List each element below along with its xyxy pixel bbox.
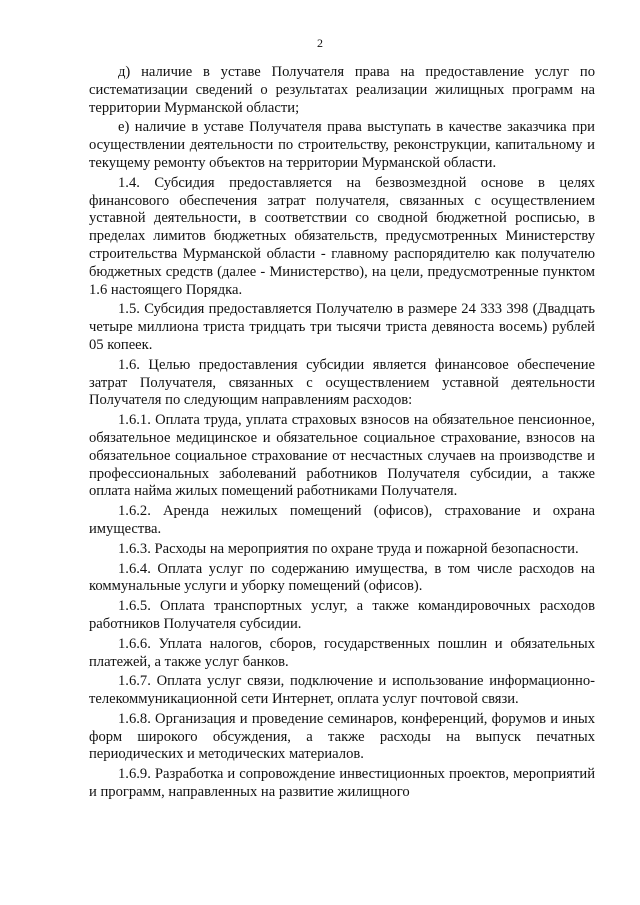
paragraph-item-e: е) наличие в уставе Получателя права выступать в качестве заказчика при осуществлении деятельности по строительству, реконструкции, капитальному и текущему ремонту объектов на территории Мурманской области. bbox=[89, 119, 595, 171]
paragraph-1-6-4: 1.6.4. Оплата услуг по содержанию имущества, в том числе расходов на коммунальные услуги и уборку помещений (офисов). bbox=[89, 560, 595, 595]
paragraph-1-6-7: 1.6.7. Оплата услуг связи, подключение и использование информационно-телекоммуникационной сети Интернет, оплата услуг почтовой связи. bbox=[89, 673, 595, 708]
page-number: 2 bbox=[317, 36, 323, 50]
paragraph-1-6-9: 1.6.9. Разработка и сопровождение инвестиционных проектов, мероприятий и программ, направленных на развитие жилищного bbox=[89, 766, 595, 801]
paragraph-1-5: 1.5. Субсидия предоставляется Получателю в размере 24 333 398 (Двадцать четыре миллиона триста тридцать три тысячи триста девяноста восемь) рублей 05 копеек. bbox=[89, 301, 595, 353]
paragraph-1-6-8: 1.6.8. Организация и проведение семинаров, конференций, форумов и иных форм широкого обсуждения, а также расходы на выпуск печатных периодических и методических материалов. bbox=[89, 710, 595, 763]
paragraph-1-6-5: 1.6.5. Оплата транспортных услуг, а также командировочных расходов работников Получателя субсидии. bbox=[89, 598, 595, 632]
document-body bbox=[89, 64, 595, 804]
paragraph-1-6-1: 1.6.1. Оплата труда, уплата страховых взносов на обязательное пенсионное, обязательное медицинское и обязательное социальное страхование, взносов на обязательное социальное страхование от несчастных случаев на производстве и профессиональных заболеваний работников Получателя субсидии, а также оплата найма жилых помещений работниками Получателя. bbox=[89, 412, 595, 500]
paragraph-1-6: 1.6. Целью предоставления субсидии является финансовое обеспечение затрат Получателя, связанных с осуществлением уставной деятельности Получателя по следующим направлениям расходов: bbox=[89, 356, 595, 409]
paragraph-1-6-6: 1.6.6. Уплата налогов, сборов, государственных пошлин и обязательных платежей, а также услуг банков. bbox=[89, 635, 595, 670]
paragraph-item-d: д) наличие в уставе Получателя права на предоставление услуг по систематизации сведений о результатах реализации жилищных программ на территории Мурманской области; bbox=[89, 64, 595, 116]
paragraph-1-4: 1.4. Субсидия предоставляется на безвозмездной основе в целях финансового обеспечения затрат получателя, связанных с осуществлением уставной деятельности, в соответствии со сводной бюджетной росписью, в пределах лимитов бюджетных обязательств, предусмотренных Министерству строительства Мурманской области - главному распорядителю как получателю бюджетных средств (далее - Министерство), на цели, предусмотренные пунктом 1.6 настоящего Порядка. bbox=[89, 174, 595, 298]
paragraph-1-6-3: 1.6.3. Расходы на мероприятия по охране труда и пожарной безопасности. bbox=[118, 540, 579, 557]
paragraph-1-6-2: 1.6.2. Аренда нежилых помещений (офисов), страхование и охрана имущества. bbox=[89, 503, 595, 537]
